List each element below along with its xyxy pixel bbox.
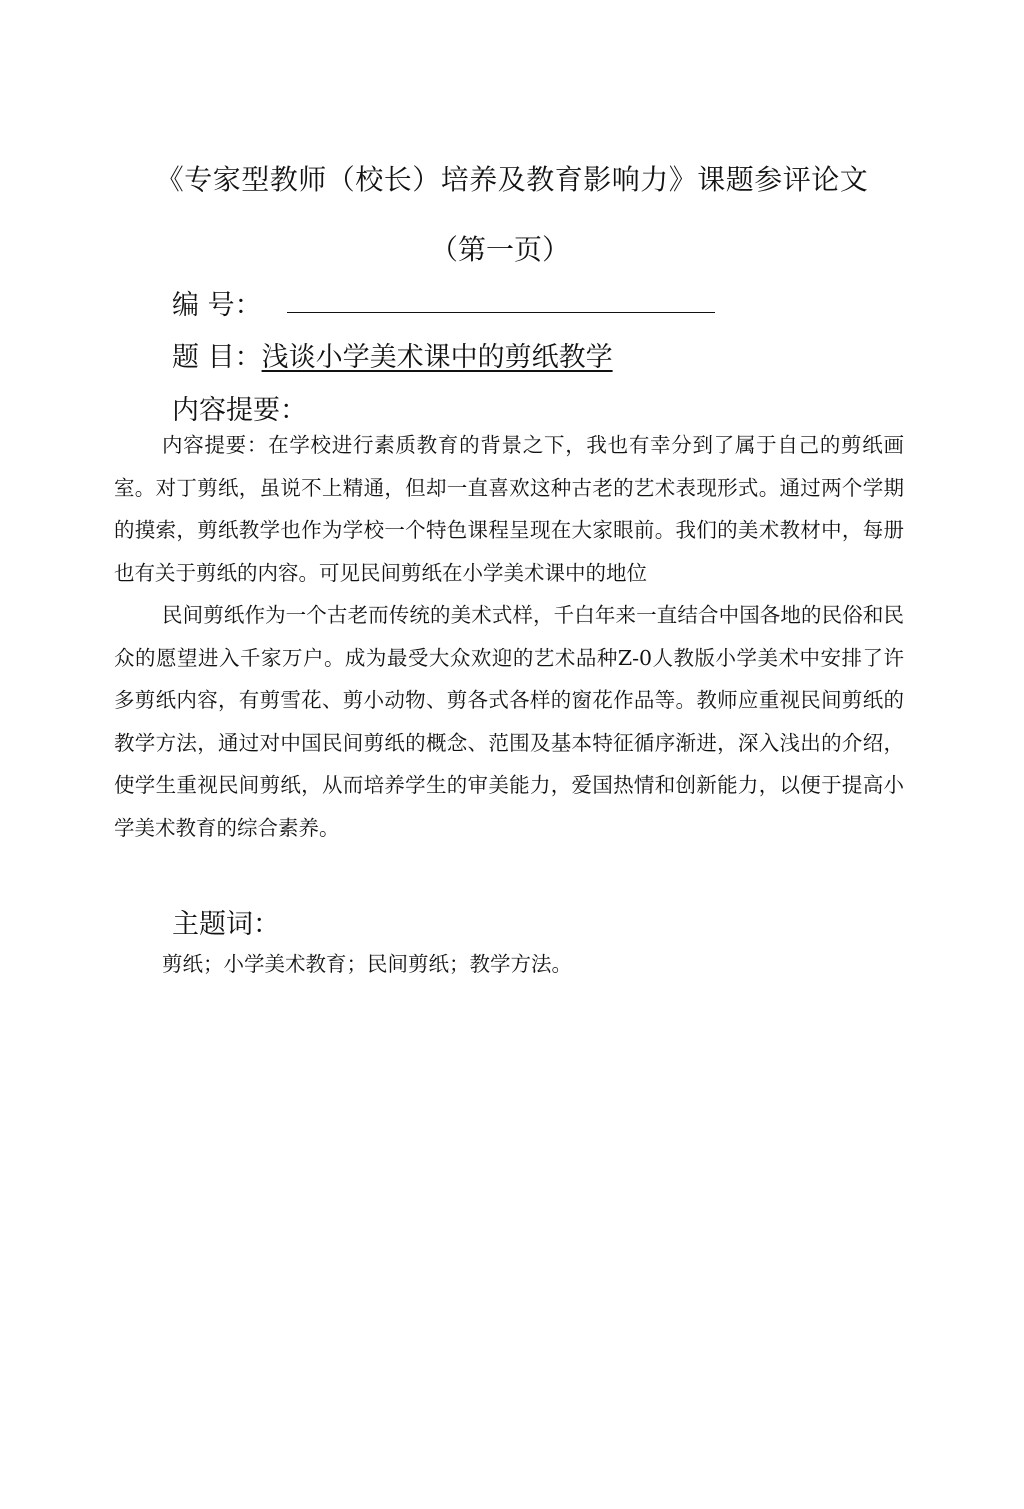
abstract-paragraph: 民间剪纸作为一个古老而传统的美术式样，千白年来一直结合中国各地的民俗和民众的愿望进入千家万户。成为最受大众欢迎的艺术品种Z-0人教版小学美术中安排了许多剪纸内容，有剪雪花、剪小动物、剪各式各样的窗花作品等。教师应重视民间剪纸的教学方法，通过对中国民间剪纸的概念、范围及基本特征循序渐进，深入浅出的介绍，使学生重视民间剪纸，从而培养学生的审美能力，爱国热情和创新能力，以便于提高小学美术教育的综合素养。: [114, 603, 904, 840]
keywords-heading: 主题词：: [172, 909, 280, 940]
page-label: （第一页）: [430, 233, 571, 266]
document-title: 《专家型教师（校长）培养及教育影响力》课题参评论文: [155, 163, 869, 196]
abstract-heading: 内容提要：: [172, 395, 307, 426]
number-blank-line: [287, 312, 715, 313]
topic-field: [172, 335, 613, 374]
abstract-body: [114, 424, 904, 849]
topic-value: 浅谈小学美术课中的剪纸教学: [261, 342, 613, 373]
number-label: 编 号：: [172, 290, 262, 321]
topic-label: 题 目：: [172, 342, 262, 373]
number-field: [172, 283, 262, 322]
keywords-list: 剪纸；小学美术教育；民间剪纸；教学方法。: [162, 952, 572, 976]
abstract-paragraph: 内容提要：在学校进行素质教育的背景之下，我也有幸分到了属于自己的剪纸画室。对丁剪纸，虽说不上精通，但却一直喜欢这种古老的艺术表现形式。通过两个学期的摸索，剪纸教学也作为学校一个特色课程呈现在大家眼前。我们的美术教材中，每册也有关于剪纸的内容。可见民间剪纸在小学美术课中的地位: [114, 433, 904, 585]
